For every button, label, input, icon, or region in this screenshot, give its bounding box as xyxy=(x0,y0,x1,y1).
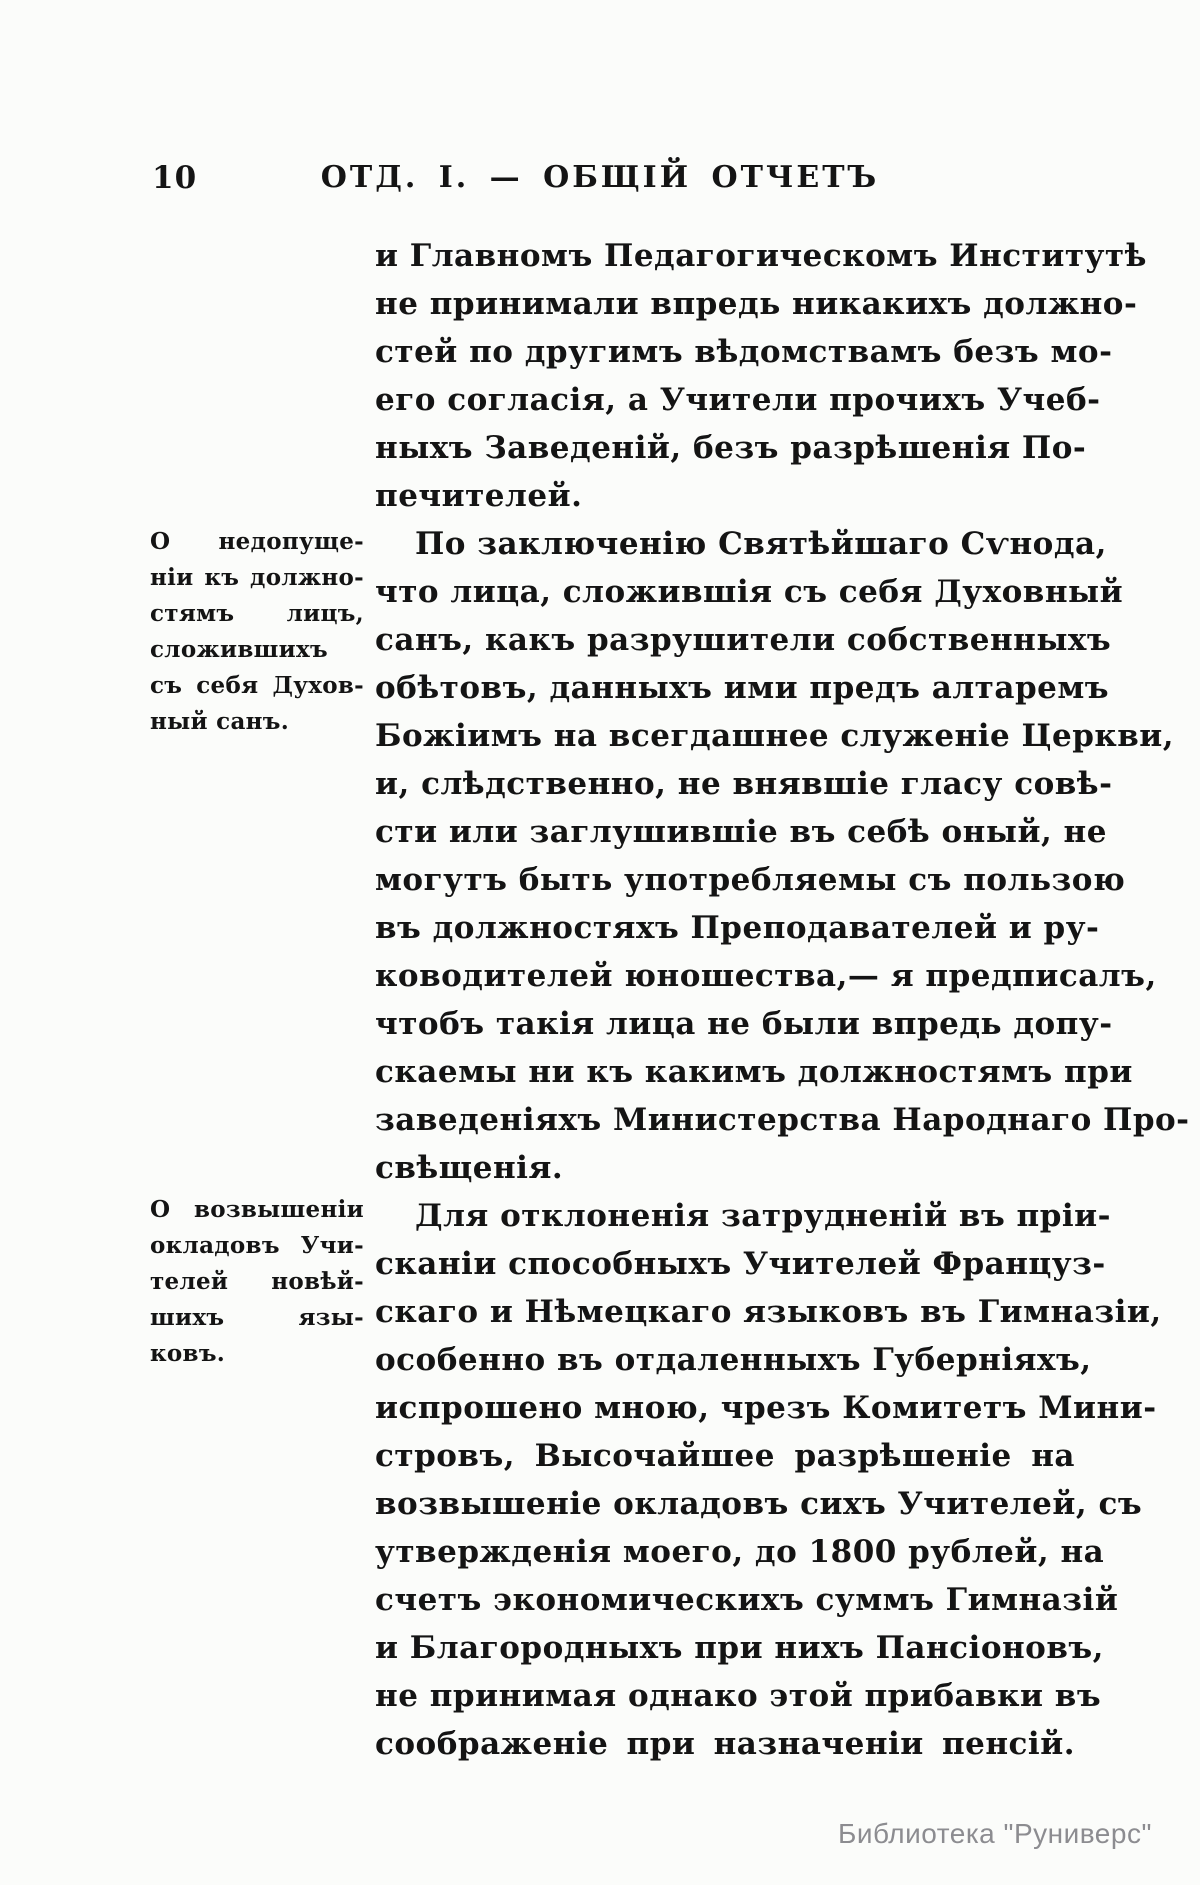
text-line: въ должностяхъ Преподавателей и ру- xyxy=(375,910,1100,946)
text-line: и, слѣдственно, не внявшіе гласу совѣ- xyxy=(375,766,1113,802)
text-line: могутъ быть употребляемы съ пользою xyxy=(375,862,1126,898)
page-number: 10 xyxy=(152,160,198,196)
margin-note-line: ніи къ должно- xyxy=(150,564,364,591)
text-line: не принимая однако этой прибавки въ xyxy=(375,1678,1102,1714)
margin-note-line: сложившихъ xyxy=(150,636,328,663)
text-line: санъ, какъ разрушители собственныхъ xyxy=(375,622,1112,658)
text-line: и Главномъ Педагогическомъ Институтѣ xyxy=(375,238,1147,274)
text-line: его согласія, а Учители прочихъ Учеб- xyxy=(375,382,1101,418)
text-line: чтобъ такія лица не были впредь допу- xyxy=(375,1006,1113,1042)
margin-note-line: О возвышеніи xyxy=(150,1196,364,1223)
text-line: ныхъ Заведеній, безъ разрѣшенія По- xyxy=(375,430,1087,466)
text-line: утвержденія моего, до 1800 рублей, на xyxy=(375,1534,1105,1570)
margin-note-salaries xyxy=(150,1192,364,1372)
text-line: сти или заглушившіе въ себѣ оный, не xyxy=(375,814,1107,850)
running-header: ОТД. I. — ОБЩІЙ ОТЧЕТЪ xyxy=(320,160,880,195)
text-line: скаго и Нѣмецкаго языковъ въ Гимназіи, xyxy=(375,1294,1162,1330)
text-line: скаемы ни къ какимъ должностямъ при xyxy=(375,1054,1133,1090)
text-line: особенно въ отдаленныхъ Губерніяхъ, xyxy=(375,1342,1092,1378)
margin-note-line: ный санъ. xyxy=(150,708,290,735)
margin-note-line: телей новѣй- xyxy=(150,1268,364,1295)
text-line: сканіи способныхъ Учителей Француз- xyxy=(375,1246,1106,1282)
text-line: и Благородныхъ при нихъ Пансіоновъ, xyxy=(375,1630,1104,1666)
margin-note-line: окладовъ Учи- xyxy=(150,1232,364,1259)
paragraph-1 xyxy=(375,232,1147,520)
text-line: стей по другимъ вѣдомствамъ безъ мо- xyxy=(375,334,1113,370)
library-watermark: Библиотека "Руниверс" xyxy=(838,1818,1152,1849)
text-line: Божіимъ на всегдашнее служеніе Церкви, xyxy=(375,718,1175,754)
text-line: соображеніе при назначеніи пенсій. xyxy=(375,1726,1075,1762)
text-line: свѣщенія. xyxy=(375,1150,564,1186)
margin-note-line: съ себя Духов- xyxy=(150,672,364,699)
main-text-column xyxy=(375,232,1190,1768)
paragraph-3 xyxy=(375,1192,1162,1768)
text-line: печителей. xyxy=(375,478,583,514)
margin-note-line: шихъ язы- xyxy=(150,1304,364,1331)
text-line: Для отклоненія затрудненій въ пріи- xyxy=(415,1198,1112,1234)
text-line: стровъ, Высочайшее разрѣшеніе на xyxy=(375,1438,1075,1474)
text-line: заведеніяхъ Министерства Народнаго Про- xyxy=(375,1102,1190,1138)
text-line: испрошено мною, чрезъ Комитетъ Мини- xyxy=(375,1390,1157,1426)
text-line: обѣтовъ, данныхъ ими предъ алтаремъ xyxy=(375,670,1110,706)
margin-note-line: стямъ лицъ, xyxy=(150,600,364,627)
text-line: счетъ экономическихъ суммъ Гимназій xyxy=(375,1582,1119,1618)
paragraph-2 xyxy=(375,520,1190,1192)
margin-note-line: ковъ. xyxy=(150,1340,226,1367)
margin-note-clergy xyxy=(150,524,364,740)
margin-note-line: О недопуще- xyxy=(150,528,364,555)
text-line: что лица, сложившія съ себя Духовный xyxy=(375,574,1124,610)
text-line: не принимали впредь никакихъ должно- xyxy=(375,286,1138,322)
text-line: возвышеніе окладовъ сихъ Учителей, съ xyxy=(375,1486,1143,1522)
text-line: ководителей юношества,— я предписалъ, xyxy=(375,958,1157,994)
text-line: По заключенію Святѣйшаго Сѵнода, xyxy=(415,526,1107,562)
